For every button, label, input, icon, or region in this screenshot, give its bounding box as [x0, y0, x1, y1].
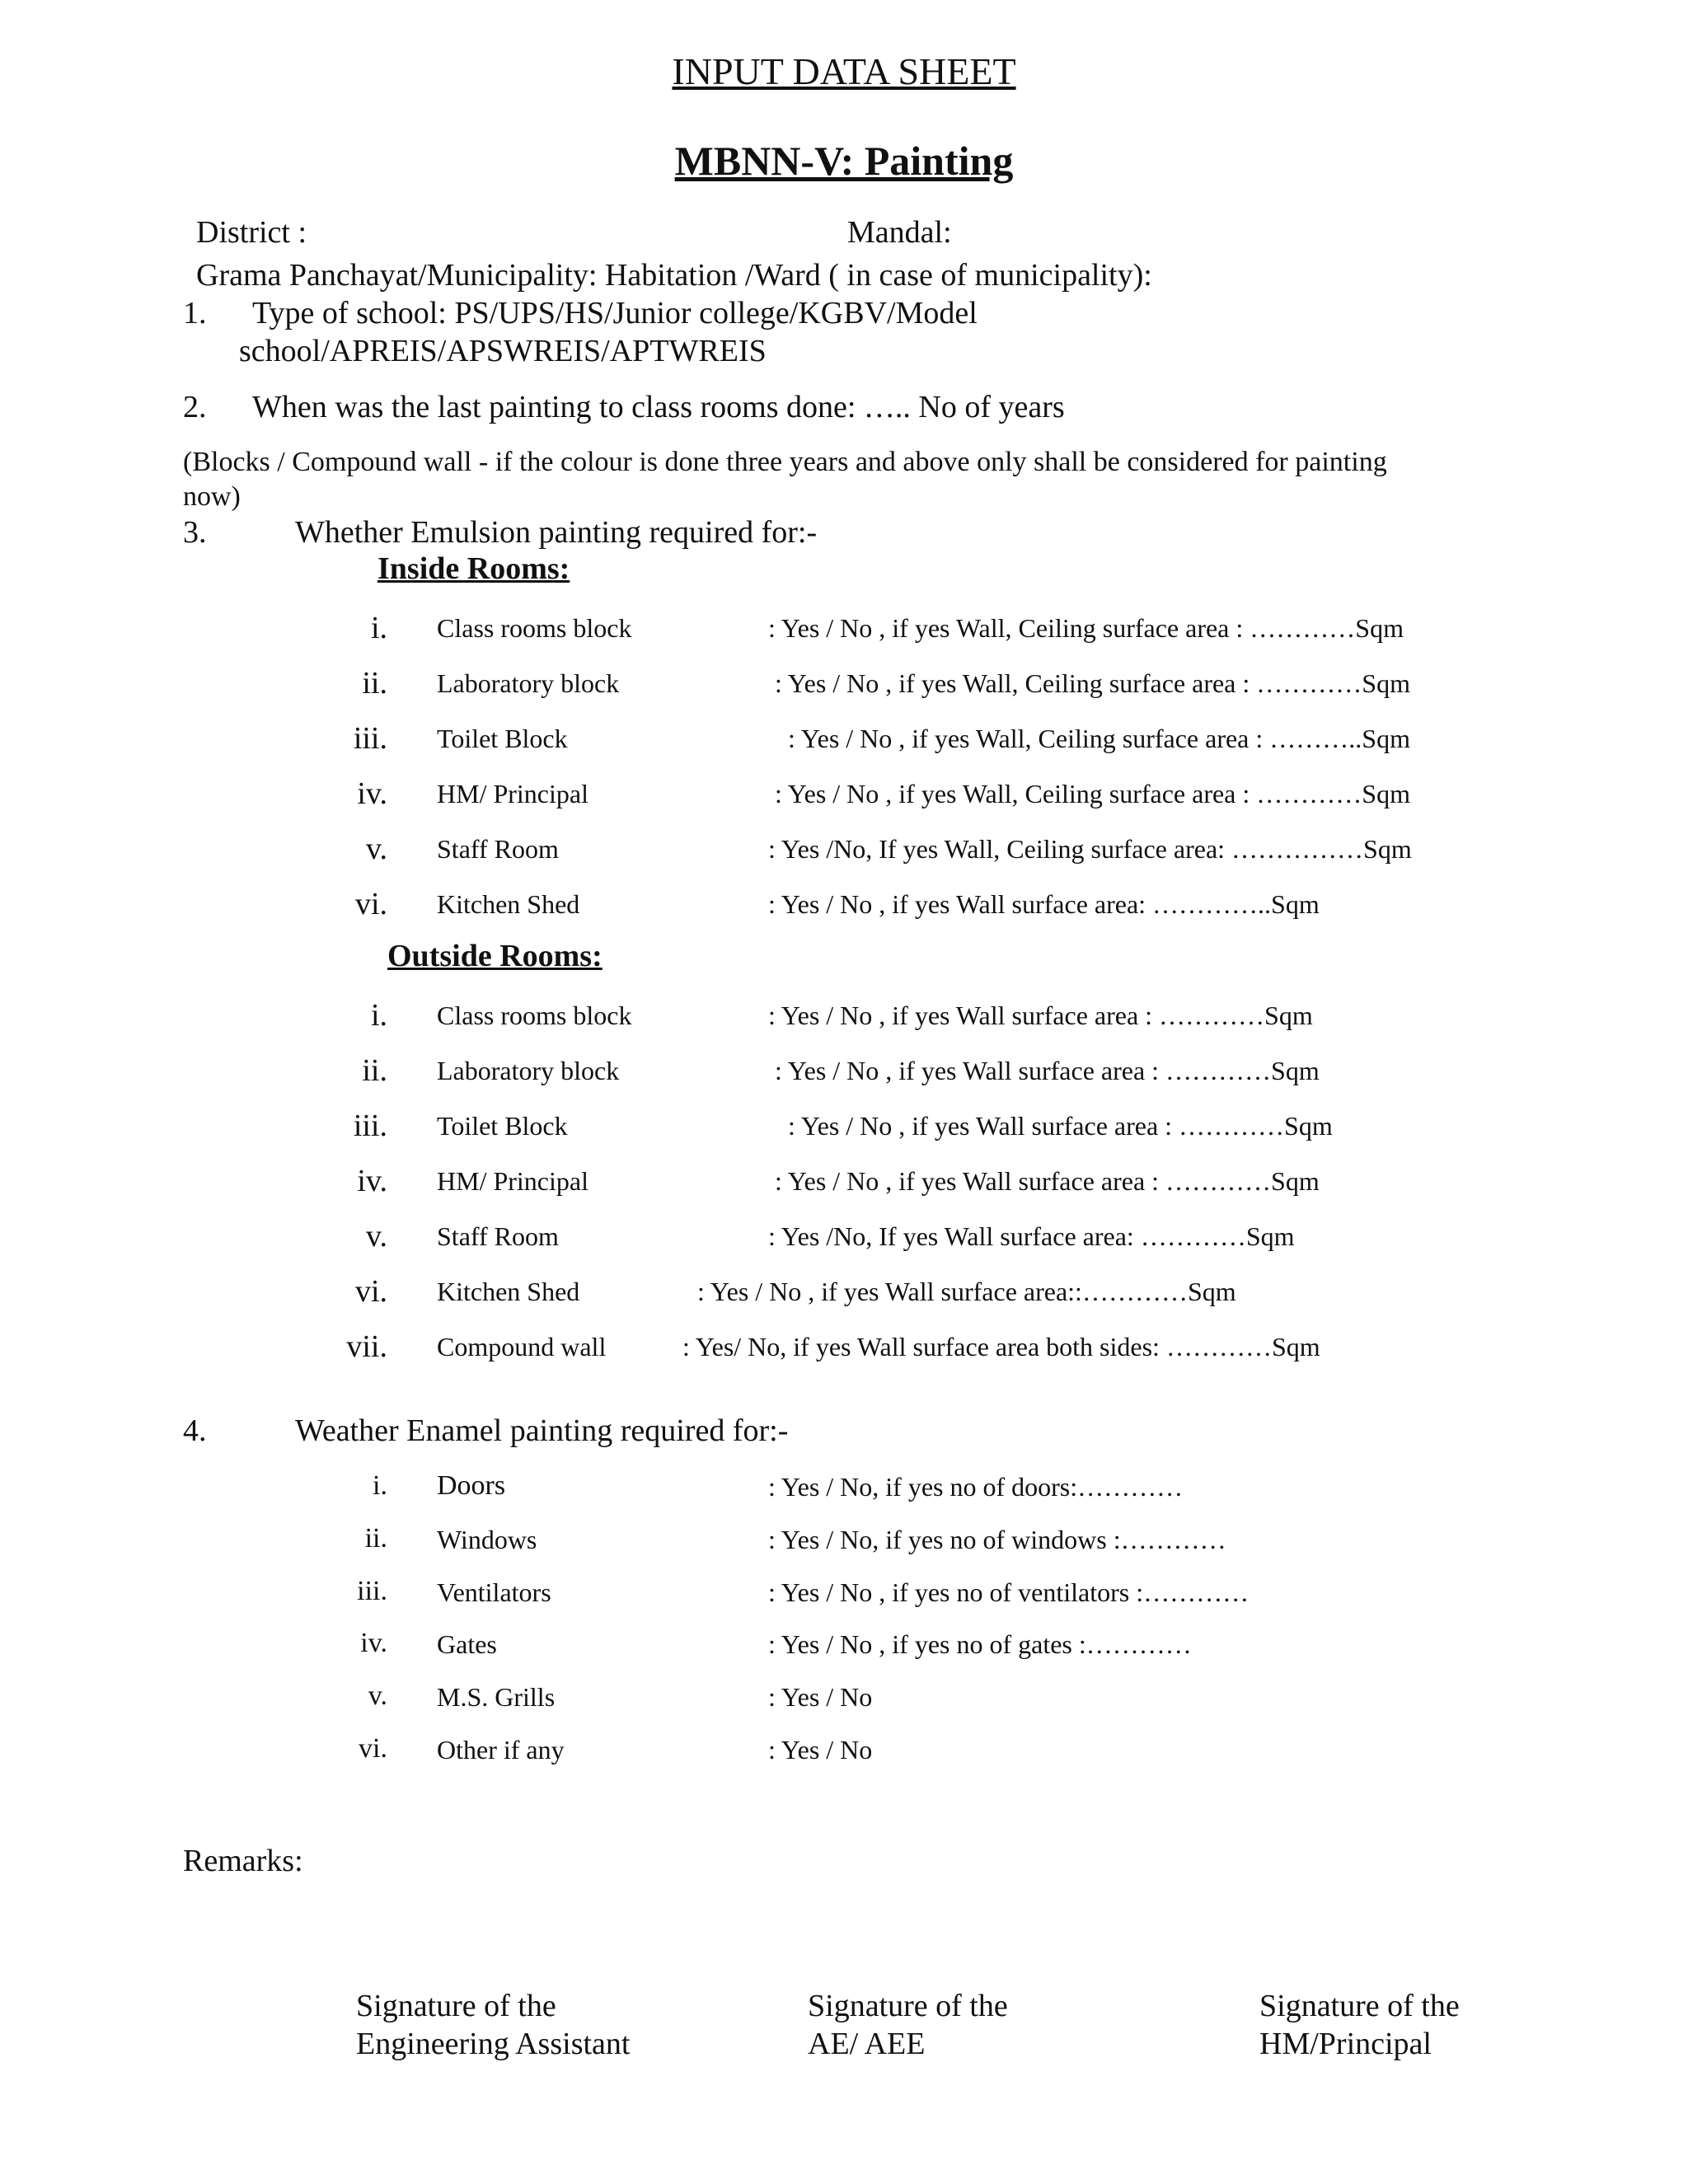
outside-rooms-heading: Outside Rooms: [387, 939, 603, 973]
enamel-item-number: iii. [357, 1576, 387, 1606]
signature-ae-line2: AE/ AEE [808, 2027, 926, 2061]
q3-number: 3. [183, 515, 207, 550]
enamel-item-number: i. [373, 1470, 387, 1501]
q4-number: 4. [183, 1413, 207, 1448]
outside-item-number: iii. [353, 1108, 387, 1143]
enamel-item-value: : Yes / No , if yes no of gates :………… [768, 1629, 1192, 1659]
outside-item-label: Staff Room [437, 1221, 559, 1251]
inside-rooms-heading: Inside Rooms: [377, 551, 570, 586]
signature-hm-line1: Signature of the [1259, 1989, 1460, 2023]
outside-item-number: vii. [346, 1329, 387, 1364]
inside-item-label: Laboratory block [437, 668, 620, 698]
q2-number: 2. [183, 390, 207, 424]
outside-item-number: v. [365, 1219, 387, 1254]
inside-item-value: : Yes / No , if yes Wall, Ceiling surface area : ………..Sqm [788, 724, 1410, 753]
document-subtitle: MBNN-V: Painting [674, 138, 1014, 184]
outside-item-label: Class rooms block [437, 1001, 632, 1030]
outside-item-value: : Yes/ No, if yes Wall surface area both sides: …………Sqm [682, 1332, 1320, 1361]
outside-item-value: : Yes / No , if yes Wall surface area : …………Sqm [775, 1166, 1320, 1196]
outside-item-label: Laboratory block [437, 1056, 620, 1085]
inside-item-number: iv. [357, 776, 387, 811]
inside-item-value: : Yes / No , if yes Wall, Ceiling surface area : …………Sqm [768, 613, 1404, 643]
inside-item-label: Staff Room [437, 834, 559, 864]
inside-item-value: : Yes /No, If yes Wall, Ceiling surface area: ……………Sqm [768, 834, 1412, 864]
enamel-item-number: iv. [360, 1628, 387, 1658]
enamel-item-value: : Yes / No, if yes no of windows :………… [768, 1525, 1226, 1554]
outside-item-number: vi. [354, 1274, 387, 1309]
q1-line2: school/APREIS/APSWREIS/APTWREIS [239, 334, 767, 368]
outside-item-label: HM/ Principal [437, 1166, 588, 1196]
enamel-item-number: ii. [364, 1523, 387, 1554]
q1-number: 1. [183, 296, 207, 330]
signature-ae-line1: Signature of the [808, 1989, 1008, 2023]
enamel-item-label: Other if any [437, 1735, 565, 1765]
outside-item-number: i. [370, 998, 387, 1033]
enamel-item-value: : Yes / No [768, 1735, 873, 1765]
enamel-item-label: M.S. Grills [437, 1682, 556, 1712]
outside-item-value: : Yes /No, If yes Wall surface area: …………Sqm [768, 1221, 1295, 1251]
inside-item-number: v. [365, 832, 387, 866]
q2-note-line1: (Blocks / Compound wall - if the colour is done three years and above only shall be considered for painting [183, 447, 1387, 477]
inside-item-value: : Yes / No , if yes Wall, Ceiling surface area : …………Sqm [775, 779, 1410, 808]
document-title: INPUT DATA SHEET [672, 50, 1016, 92]
outside-item-label: Toilet Block [437, 1111, 568, 1141]
enamel-item-label: Doors [437, 1470, 506, 1501]
gp-line: Grama Panchayat/Municipality: Habitation /Ward ( in case of municipality): [196, 258, 1152, 293]
outside-item-value: : Yes / No , if yes Wall surface area : …………Sqm [788, 1111, 1333, 1141]
outside-item-number: iv. [357, 1164, 387, 1198]
enamel-item-value: : Yes / No [768, 1682, 873, 1712]
enamel-item-value: : Yes / No, if yes no of doors:………… [768, 1472, 1184, 1502]
inside-item-label: Class rooms block [437, 613, 632, 643]
remarks-label: Remarks: [183, 1844, 303, 1878]
q2-text: When was the last painting to class rooms done: ….. No of years [252, 390, 1065, 424]
inside-item-number: vi. [354, 887, 387, 921]
q4-text: Weather Enamel painting required for:- [295, 1413, 789, 1448]
enamel-item-label: Windows [437, 1525, 537, 1554]
inside-item-number: i. [370, 611, 387, 645]
mandal-label: Mandal: [847, 215, 952, 250]
inside-item-value: : Yes / No , if yes Wall surface area: …………..Sqm [768, 889, 1320, 919]
q1-line1: Type of school: PS/UPS/HS/Junior college/KGBV/Model [252, 296, 978, 330]
outside-item-value: : Yes / No , if yes Wall surface area : …………Sqm [775, 1056, 1320, 1085]
outside-item-label: Kitchen Shed [437, 1277, 580, 1306]
q2-note-line2: now) [183, 481, 241, 512]
q3-text: Whether Emulsion painting required for:- [295, 515, 818, 550]
inside-item-label: HM/ Principal [437, 779, 588, 808]
signature-ea-line2: Engineering Assistant [356, 2027, 631, 2061]
outside-item-value: : Yes / No , if yes Wall surface area::…………Sqm [697, 1277, 1236, 1306]
inside-item-label: Toilet Block [437, 724, 568, 753]
outside-item-number: ii. [362, 1053, 387, 1088]
enamel-item-label: Ventilators [437, 1577, 551, 1607]
enamel-item-number: v. [368, 1680, 387, 1711]
district-label: District : [196, 215, 307, 250]
inside-item-label: Kitchen Shed [437, 889, 580, 919]
enamel-item-label: Gates [437, 1629, 497, 1659]
enamel-item-number: vi. [359, 1733, 387, 1764]
signature-hm-line2: HM/Principal [1259, 2027, 1432, 2061]
signature-ea-line1: Signature of the [356, 1989, 556, 2023]
enamel-item-value: : Yes / No , if yes no of ventilators :………… [768, 1577, 1250, 1607]
inside-item-number: ii. [362, 666, 387, 701]
outside-item-value: : Yes / No , if yes Wall surface area : …………Sqm [768, 1001, 1313, 1030]
inside-item-value: : Yes / No , if yes Wall, Ceiling surface area : …………Sqm [775, 668, 1410, 698]
outside-item-label: Compound wall [437, 1332, 607, 1361]
inside-item-number: iii. [353, 721, 387, 756]
